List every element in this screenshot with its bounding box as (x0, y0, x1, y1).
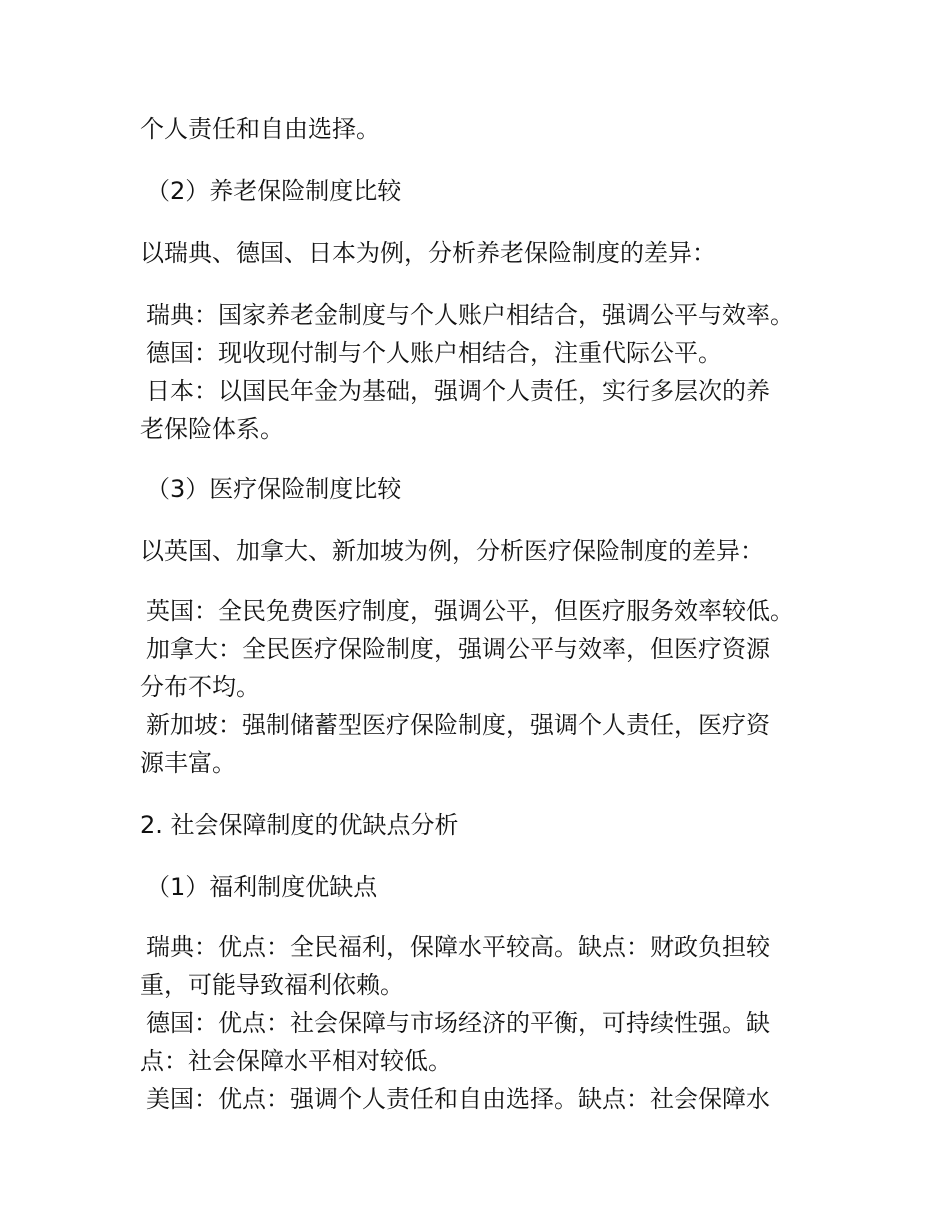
list-item-uk-medical: 英国：全民免费医疗制度，强调公平，但医疗服务效率较低。 (146, 597, 794, 625)
list-item-usa-welfare: 美国：优点：强调个人责任和自由选择。缺点：社会保障水 (146, 1085, 770, 1113)
list-item-singapore-medical-cont: 源丰富。 (140, 749, 236, 777)
subheading-medical: （3）医疗保险制度比较 (146, 475, 402, 503)
section-heading-pros-cons: 2. 社会保障制度的优缺点分析 (140, 811, 459, 839)
list-item-canada-medical: 加拿大：全民医疗保险制度，强调公平与效率，但医疗资源 (146, 635, 770, 663)
list-item-sweden-welfare: 瑞典：优点：全民福利，保障水平较高。缺点：财政负担较 (146, 933, 770, 961)
paragraph-intro-pension: 以瑞典、德国、日本为例，分析养老保险制度的差异： (140, 239, 716, 267)
paragraph-continuation: 个人责任和自由选择。 (140, 115, 380, 143)
list-item-singapore-medical: 新加坡：强制储蓄型医疗保险制度，强调个人责任，医疗资 (146, 711, 770, 739)
list-item-germany-welfare: 德国：优点：社会保障与市场经济的平衡，可持续性强。缺 (146, 1009, 770, 1037)
list-item-japan-pension: 日本：以国民年金为基础，强调个人责任，实行多层次的养 (146, 377, 770, 405)
list-item-sweden-welfare-cont: 重，可能导致福利依赖。 (140, 971, 404, 999)
list-item-germany-pension: 德国：现收现付制与个人账户相结合，注重代际公平。 (146, 339, 722, 367)
list-item-canada-medical-cont: 分布不均。 (140, 673, 260, 701)
subheading-pension: （2）养老保险制度比较 (146, 177, 402, 205)
list-item-sweden-pension: 瑞典：国家养老金制度与个人账户相结合，强调公平与效率。 (146, 301, 794, 329)
list-item-japan-pension-cont: 老保险体系。 (140, 415, 284, 443)
list-item-germany-welfare-cont: 点：社会保障水平相对较低。 (140, 1047, 452, 1075)
subheading-welfare: （1）福利制度优缺点 (146, 873, 378, 901)
paragraph-intro-medical: 以英国、加拿大、新加坡为例，分析医疗保险制度的差异： (140, 537, 764, 565)
